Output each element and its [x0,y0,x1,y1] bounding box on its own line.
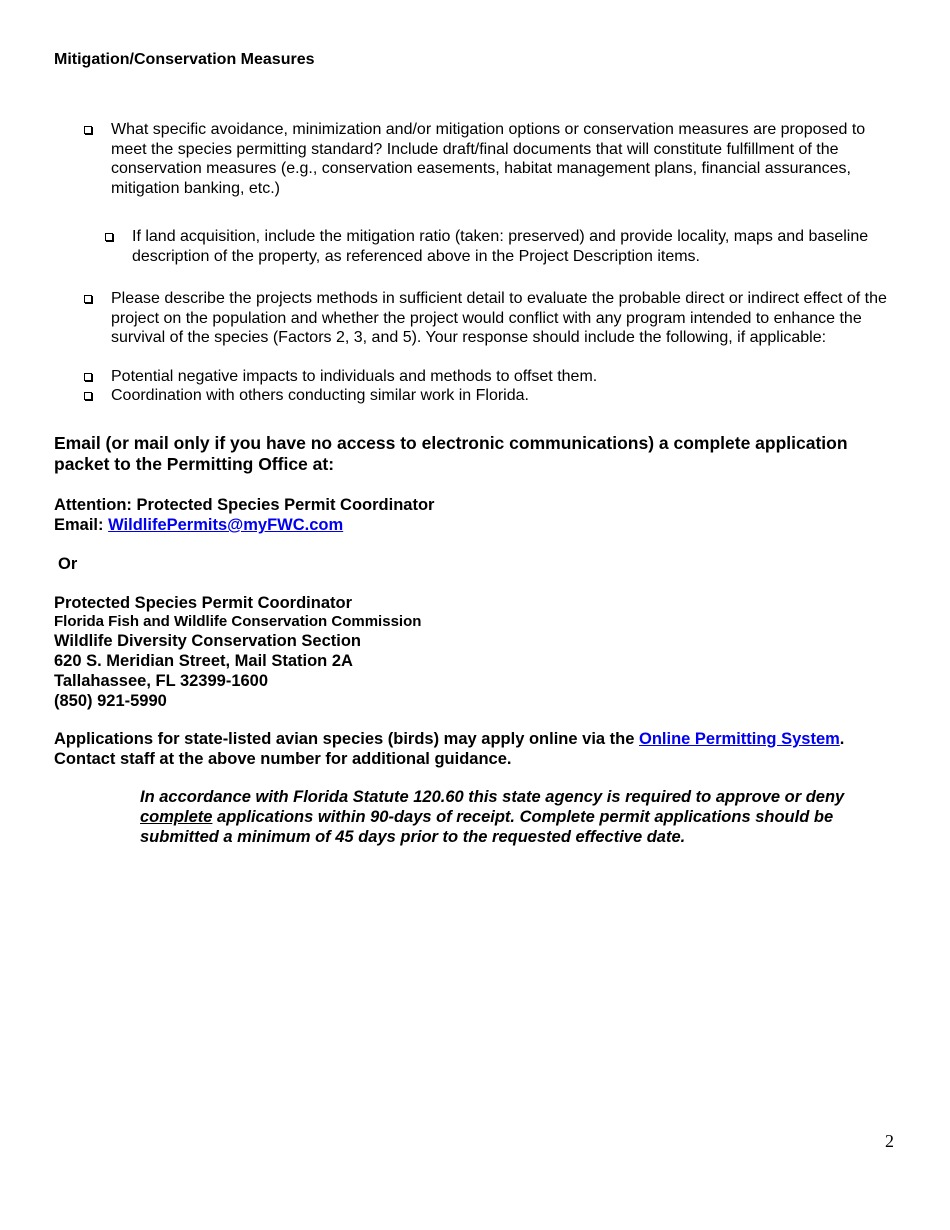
address-line: Florida Fish and Wildlife Conservation Commission [54,613,422,630]
statute-text-2: applications within 90-days of receipt. Complete permit applications should be submitted a minimum of 45 days prior to the requested effective date. [140,808,834,846]
online-suffix: . [839,730,845,748]
address-line: Tallahassee, FL 32399-1600 [54,672,269,690]
email-instruction: Email (or mail only if you have no access to electronic communications) a complete application packet to the Permitting Office at: [54,433,848,474]
attention-block [54,495,754,535]
online-prefix: Applications for state-listed avian species (birds) may apply online via the [54,730,639,748]
address-line: 620 S. Meridian Street, Mail Station 2A [54,652,353,670]
statute-note [140,787,900,847]
section-heading: Mitigation/Conservation Measures [54,51,315,68]
address-line: (850) 921-5990 [54,692,167,710]
or-separator: Or [58,555,78,573]
online-permitting-link[interactable]: Online Permitting System [639,730,840,748]
email-line [54,515,754,535]
checkbox-bullet-icon [84,392,92,400]
list-item-text: Potential negative impacts to individuals and methods to offset them. [111,368,598,385]
statute-text-1: In accordance with Florida Statute 120.60 this state agency is required to approve or deny [140,788,845,806]
list-item-text: What specific avoidance, minimization and/or mitigation options or conservation measures are proposed to meet the species permitting standard? Include draft/final documents that will constitute fulfillment of the conservation measures (e.g., conservation easements, habitat management plans, financial assurances, mitigation banking, etc.) [111,121,866,197]
email-label: Email: [54,516,109,534]
attention-line: Attention: Protected Species Permit Coordinator [54,496,435,514]
address-line: Protected Species Permit Coordinator [54,594,352,612]
list-item-text: If land acquisition, include the mitigation ratio (taken: preserved) and provide locality, maps and baseline description of the property, as referenced above in the Project Description items. [132,228,869,265]
list-item-text: Coordination with others conducting similar work in Florida. [111,387,529,404]
checkbox-bullet-icon [84,373,92,381]
online-line-1 [54,729,924,749]
statute-underlined: complete [140,808,213,826]
address-line: Wildlife Diversity Conservation Section [54,632,362,650]
online-line-2: Contact staff at the above number for additional guidance. [54,750,512,768]
list-item-text: Please describe the projects methods in sufficient detail to evaluate the probable direct or indirect effect of the project on the population and whether the project would conflict with any program intended to enhance the survival of the species (Factors 2, 3, and 5). Your response should include the following, if applicable: [111,290,887,346]
checkbox-bullet-icon [84,126,92,134]
checkbox-bullet-icon [84,295,92,303]
checkbox-bullet-icon [105,233,113,241]
mailing-address [54,593,654,711]
email-link[interactable]: WildlifePermits@myFWC.com [108,516,344,534]
online-permitting-note [54,729,924,769]
page-number: 2 [885,1131,894,1151]
